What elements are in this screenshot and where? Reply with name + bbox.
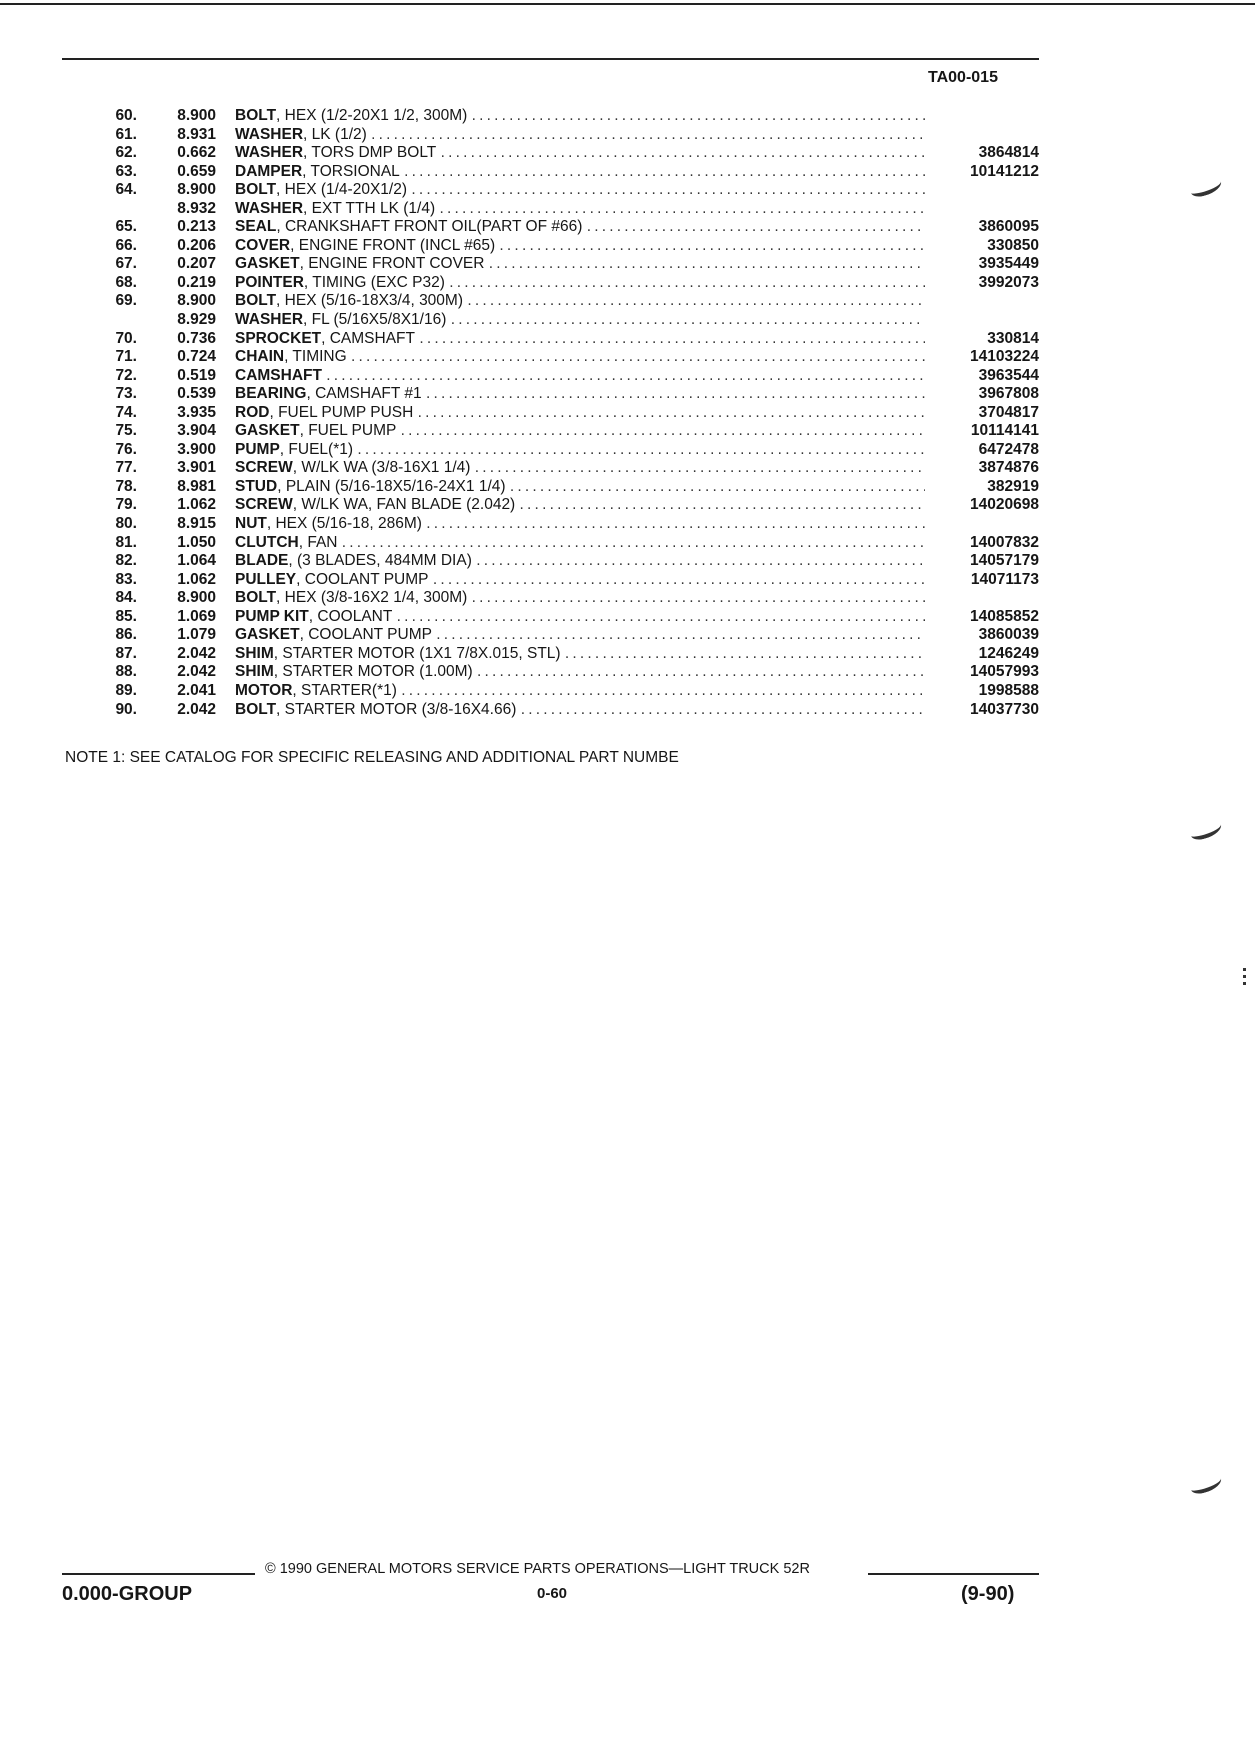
- part-detail: , CAMSHAFT: [321, 329, 415, 347]
- item-description: [235, 292, 925, 311]
- item-number: 61.: [115, 125, 137, 143]
- part-name: SPROCKET: [235, 329, 322, 347]
- parts-row: [0, 478, 1255, 497]
- part-name: BOLT: [235, 107, 277, 124]
- part-name: PUMP: [235, 440, 280, 458]
- item-description: [235, 348, 925, 367]
- item-number: 72.: [115, 366, 137, 384]
- binder-hole-mark-bottom: [1188, 1472, 1223, 1496]
- item-number: 63.: [115, 162, 137, 180]
- group-number: 8.929: [177, 311, 216, 329]
- item-description: [235, 571, 925, 590]
- part-detail: , HEX (5/16-18, 286M): [266, 515, 422, 533]
- group-number: 8.981: [177, 477, 216, 495]
- group-number: 1.079: [177, 626, 216, 644]
- part-name: GASKET: [235, 255, 300, 273]
- parts-row: [0, 589, 1255, 608]
- part-detail: , ENGINE FRONT (INCL #65): [290, 236, 496, 254]
- group-number: 8.932: [177, 199, 216, 217]
- item-number: 89.: [115, 681, 137, 699]
- parts-row: [0, 163, 1255, 182]
- item-number: 90.: [115, 700, 137, 718]
- group-number: 3.901: [177, 459, 216, 477]
- part-number: 3992073: [978, 273, 1039, 291]
- item-description: [235, 126, 925, 145]
- part-detail: , W/LK WA, FAN BLADE (2.042): [292, 496, 516, 514]
- parts-row: [0, 348, 1255, 367]
- part-number: 14071173: [970, 570, 1039, 588]
- parts-row: [0, 626, 1255, 645]
- item-description: [235, 441, 925, 460]
- part-detail: , (3 BLADES, 484MM DIA): [288, 552, 472, 570]
- part-number: 1998588: [978, 681, 1039, 699]
- group-number: 0.206: [177, 236, 216, 254]
- part-detail: , CRANKSHAFT FRONT OIL(PART OF #66): [276, 218, 583, 236]
- catalog-note: NOTE 1: SEE CATALOG FOR SPECIFIC RELEASING AND ADDITIONAL PART NUMBE: [65, 749, 679, 766]
- parts-row: [0, 404, 1255, 423]
- parts-row: [0, 311, 1255, 330]
- part-detail: , HEX (1/4-20X1/2): [276, 181, 407, 199]
- item-number: 76.: [115, 440, 137, 458]
- part-detail: , HEX (5/16-18X3/4, 300M): [276, 292, 464, 310]
- group-number: 0.736: [177, 329, 216, 347]
- parts-row: [0, 441, 1255, 460]
- parts-row: [0, 126, 1255, 145]
- parts-row: [0, 496, 1255, 515]
- part-number: 6472478: [978, 440, 1039, 458]
- part-detail: , HEX (1/2-20X1 1/2, 300M): [276, 107, 468, 124]
- item-number: 79.: [115, 496, 137, 514]
- part-name: ROD: [235, 403, 270, 421]
- item-description: [235, 404, 925, 423]
- group-number: 2.041: [177, 681, 216, 699]
- part-number: 14007832: [970, 533, 1039, 551]
- part-name: SCREW: [235, 459, 293, 477]
- part-number: 14103224: [970, 348, 1039, 366]
- part-detail: , TIMING: [284, 348, 347, 366]
- item-description: [235, 608, 925, 627]
- item-number: 71.: [115, 348, 137, 366]
- item-number: 70.: [115, 329, 137, 347]
- group-number: 0.539: [177, 385, 216, 403]
- parts-list: [0, 107, 1255, 719]
- group-number: 2.042: [177, 700, 216, 718]
- item-description: [235, 645, 925, 664]
- part-detail: , CAMSHAFT #1: [306, 385, 422, 403]
- item-description: [235, 496, 925, 515]
- parts-row: [0, 571, 1255, 590]
- part-detail: , FUEL PUMP: [299, 422, 397, 440]
- item-description: [235, 144, 925, 163]
- group-number: 3.904: [177, 422, 216, 440]
- group-number: 0.659: [177, 162, 216, 180]
- parts-row: [0, 237, 1255, 256]
- part-name: WASHER: [235, 199, 304, 217]
- part-number: 14085852: [970, 607, 1039, 625]
- part-name: PULLEY: [235, 570, 297, 588]
- item-number: 69.: [115, 292, 137, 310]
- scan-speck-marks: [1243, 968, 1246, 986]
- part-name: POINTER: [235, 273, 304, 291]
- item-description: [235, 237, 925, 256]
- item-description: [235, 330, 925, 349]
- part-name: CLUTCH: [235, 533, 299, 551]
- document-code: TA00-015: [928, 69, 998, 86]
- item-number: 62.: [115, 144, 137, 162]
- part-number: 3874876: [978, 459, 1039, 477]
- part-name: STUD: [235, 477, 278, 495]
- item-number: 73.: [115, 385, 137, 403]
- parts-row: [0, 515, 1255, 534]
- part-name: BOLT: [235, 181, 277, 199]
- group-number: 8.900: [177, 589, 216, 607]
- part-number: 3935449: [978, 255, 1039, 273]
- part-number: 3967808: [978, 385, 1039, 403]
- part-name: SCREW: [235, 496, 293, 514]
- item-number: 64.: [115, 181, 137, 199]
- group-number: 3.935: [177, 403, 216, 421]
- part-name: SEAL: [235, 218, 277, 236]
- item-description: [235, 181, 925, 200]
- binder-hole-mark-middle: [1188, 818, 1223, 842]
- part-detail: , COOLANT PUMP: [299, 626, 432, 644]
- item-description: [235, 218, 925, 237]
- part-name: MOTOR: [235, 681, 293, 699]
- part-name: SHIM: [235, 644, 274, 662]
- item-number: 74.: [115, 403, 137, 421]
- group-number: 0.219: [177, 273, 216, 291]
- part-name: BOLT: [235, 589, 277, 607]
- part-name: WASHER: [235, 125, 304, 143]
- item-description: [235, 107, 925, 126]
- parts-row: [0, 292, 1255, 311]
- group-label: 0.000-GROUP: [62, 1583, 193, 1605]
- part-number: 330814: [987, 329, 1039, 347]
- parts-row: [0, 107, 1255, 126]
- parts-row: [0, 385, 1255, 404]
- group-number: 0.724: [177, 348, 216, 366]
- parts-row: [0, 274, 1255, 293]
- part-name: BEARING: [235, 385, 307, 403]
- item-description: [235, 459, 925, 478]
- item-description: [235, 274, 925, 293]
- part-detail: , COOLANT: [308, 607, 393, 625]
- item-description: [235, 200, 925, 219]
- group-number: 1.062: [177, 496, 216, 514]
- group-number: 1.069: [177, 607, 216, 625]
- item-description: [235, 478, 925, 497]
- parts-row: [0, 552, 1255, 571]
- item-number: 80.: [115, 515, 137, 533]
- group-number: 8.931: [177, 125, 216, 143]
- date-code: (9-90): [961, 1583, 1015, 1605]
- part-detail: , TORS DMP BOLT: [303, 144, 437, 162]
- parts-row: [0, 663, 1255, 682]
- parts-row: [0, 608, 1255, 627]
- part-detail: , FUEL(*1): [279, 440, 354, 458]
- part-detail: , STARTER MOTOR (1X1 7/8X.015, STL): [273, 644, 561, 662]
- item-description: [235, 682, 925, 701]
- parts-row: [0, 422, 1255, 441]
- part-detail: , TORSIONAL: [302, 162, 400, 180]
- part-number: 14057179: [970, 552, 1039, 570]
- item-number: 81.: [115, 533, 137, 551]
- part-number: 10141212: [970, 162, 1039, 180]
- part-detail: , FAN: [298, 533, 338, 551]
- item-number: 65.: [115, 218, 137, 236]
- item-description: [235, 255, 925, 274]
- part-name: BLADE: [235, 552, 289, 570]
- parts-row: [0, 218, 1255, 237]
- part-detail: , ENGINE FRONT COVER: [299, 255, 485, 273]
- group-number: 0.519: [177, 366, 216, 384]
- part-number: 3860095: [978, 218, 1039, 236]
- copyright-notice: © 1990 GENERAL MOTORS SERVICE PARTS OPERATIONS—LIGHT TRUCK 52R: [265, 1561, 810, 1577]
- item-number: 67.: [115, 255, 137, 273]
- top-edge-rule: [0, 3, 1255, 5]
- parts-row: [0, 255, 1255, 274]
- item-number: 78.: [115, 477, 137, 495]
- parts-row: [0, 144, 1255, 163]
- item-number: 87.: [115, 644, 137, 662]
- item-number: 75.: [115, 422, 137, 440]
- item-description: [235, 589, 925, 608]
- group-number: 1.062: [177, 570, 216, 588]
- parts-row: [0, 200, 1255, 219]
- part-detail: , EXT TTH LK (1/4): [303, 199, 436, 217]
- group-number: 1.064: [177, 552, 216, 570]
- item-description: [235, 534, 925, 553]
- item-description: [235, 385, 925, 404]
- part-name: DAMPER: [235, 162, 303, 180]
- parts-row: [0, 181, 1255, 200]
- part-detail: , W/LK WA (3/8-16X1 1/4): [292, 459, 471, 477]
- item-description: [235, 515, 925, 534]
- item-number: 77.: [115, 459, 137, 477]
- group-number: 3.900: [177, 440, 216, 458]
- page-number: 0-60: [537, 1585, 568, 1602]
- part-detail: , STARTER MOTOR (3/8-16X4.66): [276, 700, 517, 718]
- part-detail: , FL (5/16X5/8X1/16): [303, 311, 447, 329]
- part-detail: , STARTER MOTOR (1.00M): [273, 663, 473, 681]
- group-number: 8.900: [177, 292, 216, 310]
- item-number: 66.: [115, 236, 137, 254]
- item-description: [235, 663, 925, 682]
- part-number: 3704817: [978, 403, 1039, 421]
- part-number: 10114141: [970, 422, 1039, 440]
- part-number: 330850: [987, 236, 1039, 254]
- part-number: 14057993: [970, 663, 1039, 681]
- item-number: 83.: [115, 570, 137, 588]
- part-number: 14037730: [970, 700, 1039, 718]
- group-number: 8.900: [177, 181, 216, 199]
- part-name: BOLT: [235, 700, 277, 718]
- part-number: 14020698: [970, 496, 1039, 514]
- item-number: 85.: [115, 607, 137, 625]
- part-name: WASHER: [235, 311, 304, 329]
- part-detail: , TIMING (EXC P32): [303, 273, 445, 291]
- part-number: 1246249: [978, 644, 1039, 662]
- parts-row: [0, 534, 1255, 553]
- item-description: [235, 367, 925, 386]
- group-number: 2.042: [177, 663, 216, 681]
- footer-rule-left: [62, 1573, 255, 1575]
- part-name: GASKET: [235, 422, 300, 440]
- group-number: 0.207: [177, 255, 216, 273]
- parts-row: [0, 701, 1255, 720]
- group-number: 1.050: [177, 533, 216, 551]
- parts-row: [0, 682, 1255, 701]
- part-detail: , HEX (3/8-16X2 1/4, 300M): [276, 589, 468, 607]
- part-detail: , PLAIN (5/16-18X5/16-24X1 1/4): [277, 477, 506, 495]
- part-name: COVER: [235, 236, 291, 254]
- item-number: 60.: [115, 107, 137, 124]
- item-number: 84.: [115, 589, 137, 607]
- part-name: CHAIN: [235, 348, 285, 366]
- item-description: [235, 422, 925, 441]
- parts-row: [0, 459, 1255, 478]
- item-number: 86.: [115, 626, 137, 644]
- part-name: GASKET: [235, 626, 300, 644]
- header-rule: [62, 58, 1039, 60]
- parts-row: [0, 367, 1255, 386]
- item-number: 82.: [115, 552, 137, 570]
- part-detail: , LK (1/2): [303, 125, 367, 143]
- item-description: [235, 163, 925, 182]
- footer-rule-right: [868, 1573, 1039, 1575]
- part-name: PUMP KIT: [235, 607, 309, 625]
- group-number: 0.213: [177, 218, 216, 236]
- part-name: NUT: [235, 515, 267, 533]
- part-detail: , COOLANT PUMP: [296, 570, 429, 588]
- group-number: 0.662: [177, 144, 216, 162]
- part-name: BOLT: [235, 292, 277, 310]
- part-number: 382919: [987, 477, 1039, 495]
- part-number: 3963544: [978, 366, 1039, 384]
- part-number: 3860039: [978, 626, 1039, 644]
- part-name: CAMSHAFT: [235, 366, 322, 384]
- parts-row: [0, 330, 1255, 349]
- item-description: [235, 626, 925, 645]
- item-description: [235, 552, 925, 571]
- item-number: 68.: [115, 273, 137, 291]
- group-number: 2.042: [177, 644, 216, 662]
- group-number: 8.915: [177, 515, 216, 533]
- item-description: [235, 701, 925, 720]
- part-name: SHIM: [235, 663, 274, 681]
- item-description: [235, 311, 925, 330]
- parts-row: [0, 645, 1255, 664]
- group-number: 8.900: [177, 107, 216, 124]
- part-detail: , STARTER(*1): [292, 681, 397, 699]
- part-name: WASHER: [235, 144, 304, 162]
- item-number: 88.: [115, 663, 137, 681]
- part-detail: , FUEL PUMP PUSH: [269, 403, 414, 421]
- part-number: 3864814: [978, 144, 1039, 162]
